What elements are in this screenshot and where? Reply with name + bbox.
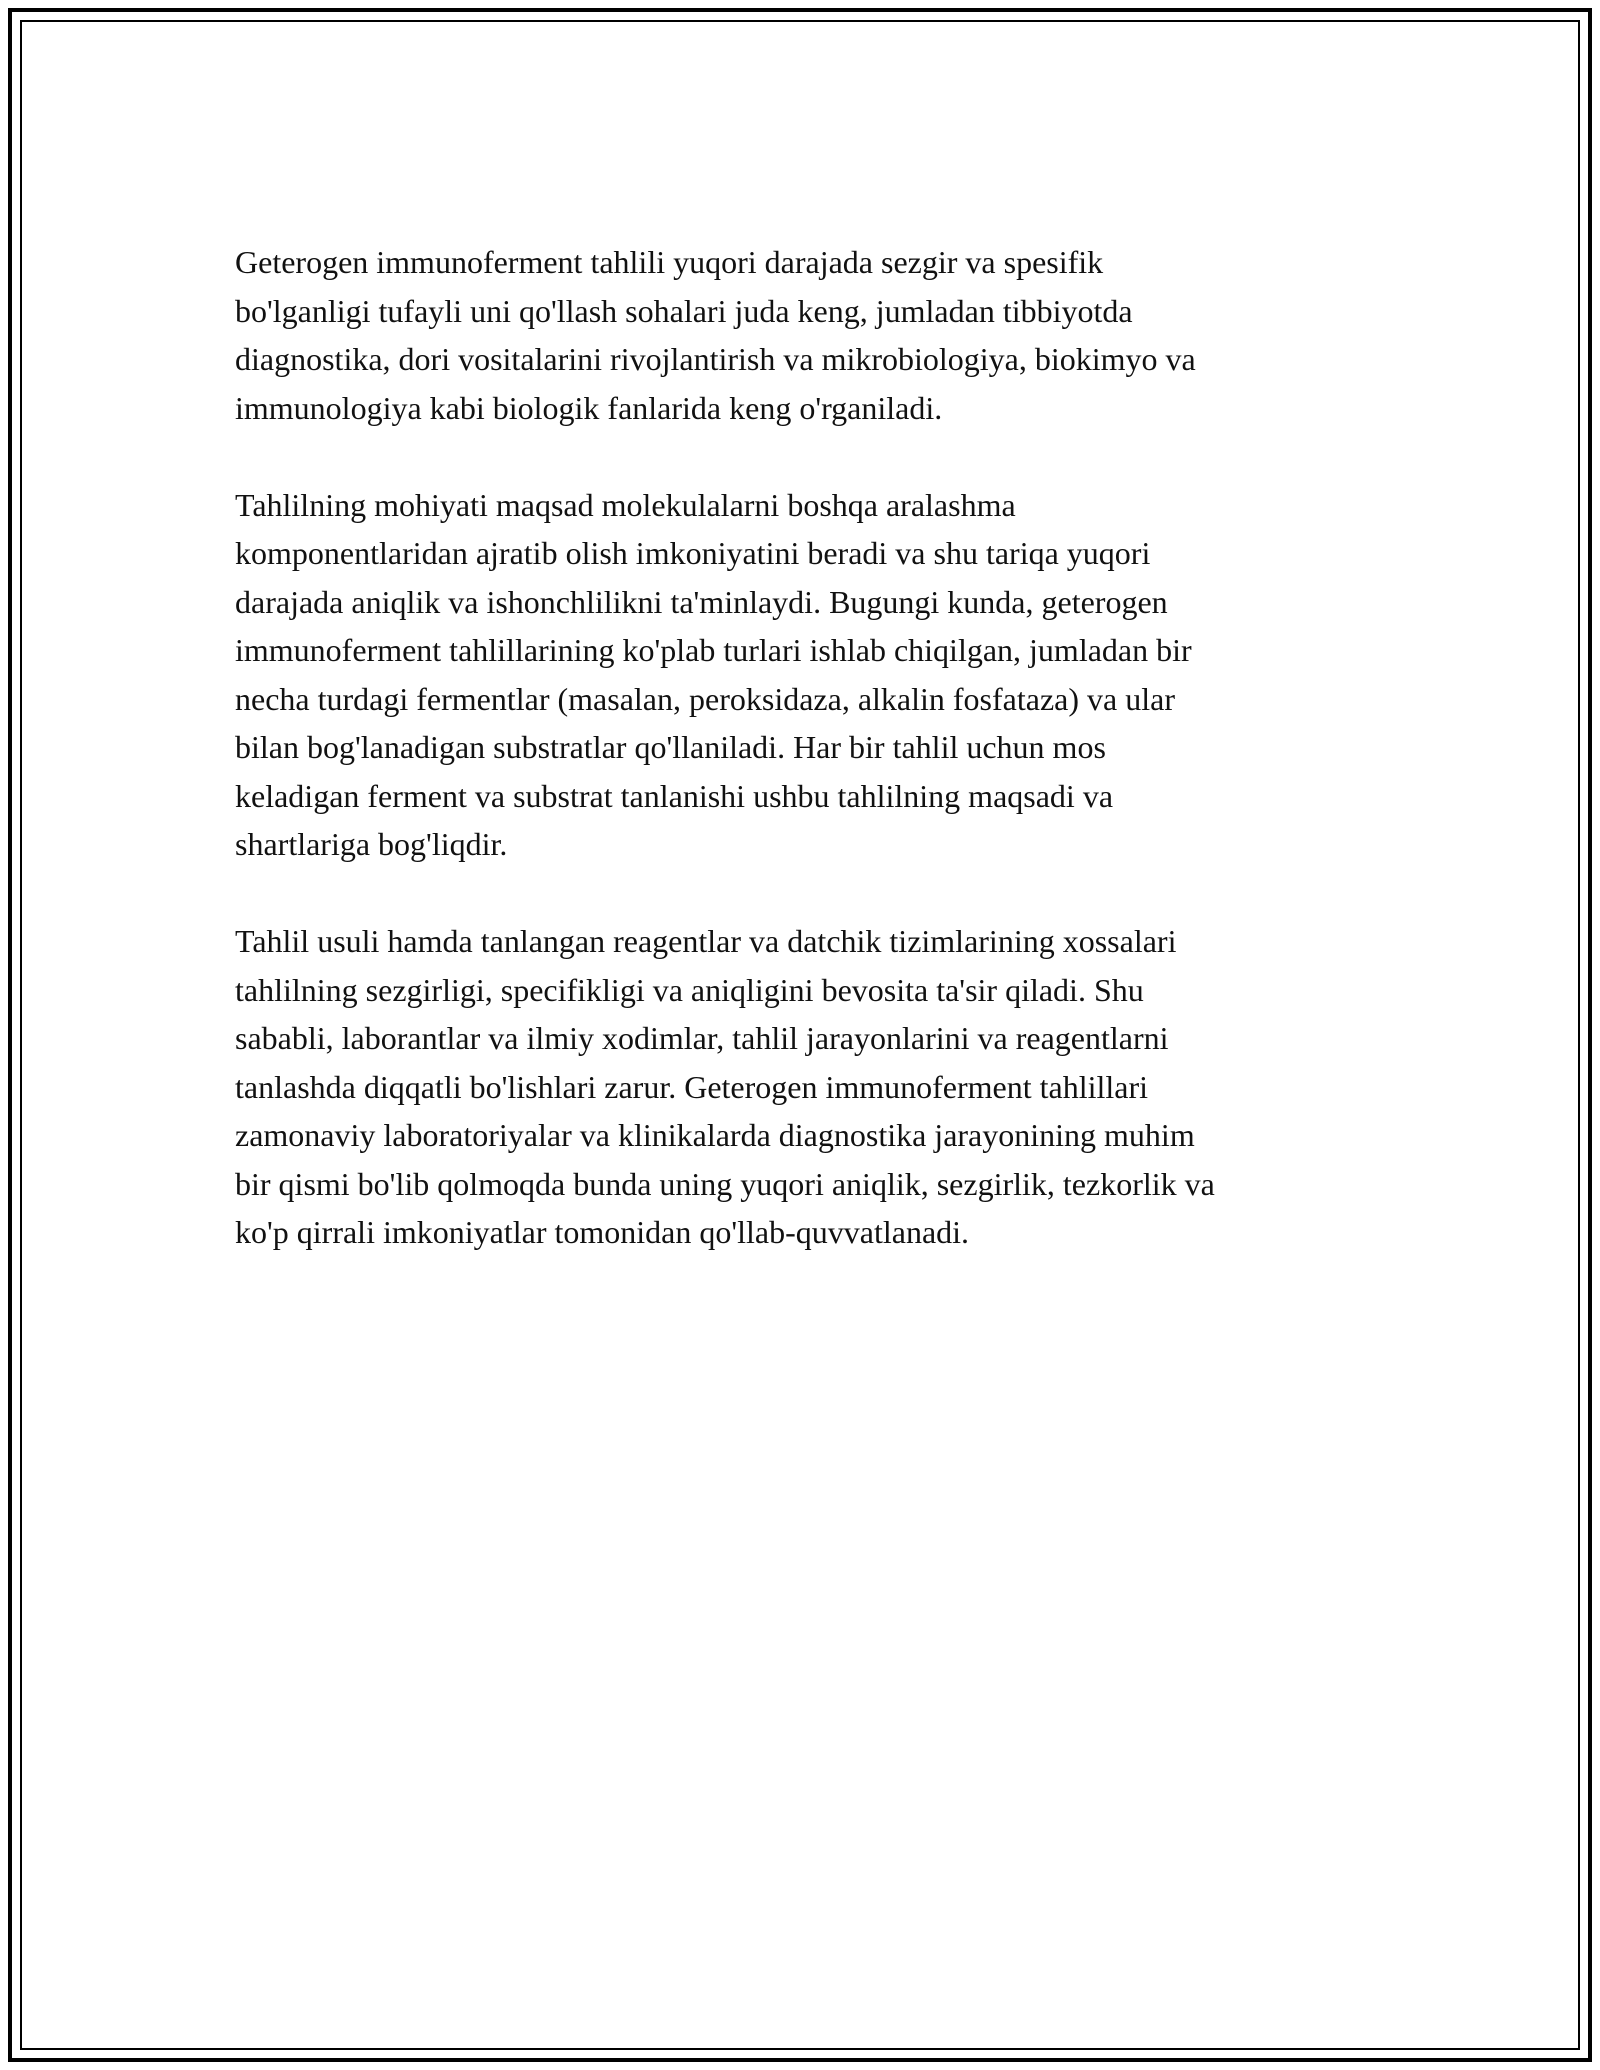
paragraph-3: Tahlil usuli hamda tanlangan reagentlar va datchik tizimlarining xossalari tahlilning sezgirligi, specifikligi va aniqligini bevosita ta'sir qiladi. Shu sababli, laborantlar va ilmiy xodimlar, tahlil jarayonlarini va reagentlarni tanlashda diqqatli bo'lishlari zarur. Geterogen immunoferment tahlillari zamonaviy laboratoriyalar va klinikalarda diagnostika jarayonining muhim bir qismi bo'lib qolmoqda bunda uning yuqori aniqlik, sezgirlik, tezkorlik va ko'p qirrali imkoniyatlar tomonidan qo'llab-quvvatlanadi. — [235, 923, 1215, 1250]
paragraph-2: Tahlilning mohiyati maqsad molekulalarni boshqa aralashma komponentlaridan ajratib olish imkoniyatini beradi va shu tariqa yuqori darajada aniqlik va ishonchlilikni ta'minlaydi. Bugungi kunda, geterogen immunoferment tahlillarining ko'plab turlari ishlab chiqilgan, jumladan bir necha turdagi fermentlar (masalan, peroksidaza, alkalin fosfataza) va ular bilan bog'lanadigan substratlar qo'llaniladi. Har bir tahlil uchun mos keladigan ferment va substrat tanlanishi ushbu tahlilning maqsadi va shartlariga bog'liqdir. — [235, 486, 1192, 862]
paragraph-1: Geterogen immunoferment tahlili yuqori darajada sezgir va spesifik bo'lganligi tufayli uni qo'llash sohalari juda keng, jumladan tibbiyotda diagnostika, dori vositalarini rivojlantirish va mikrobiologiya, biokimyo va immunologiya kabi biologik fanlarida keng o'rganiladi. — [235, 244, 1196, 426]
document-body — [235, 238, 1370, 1305]
